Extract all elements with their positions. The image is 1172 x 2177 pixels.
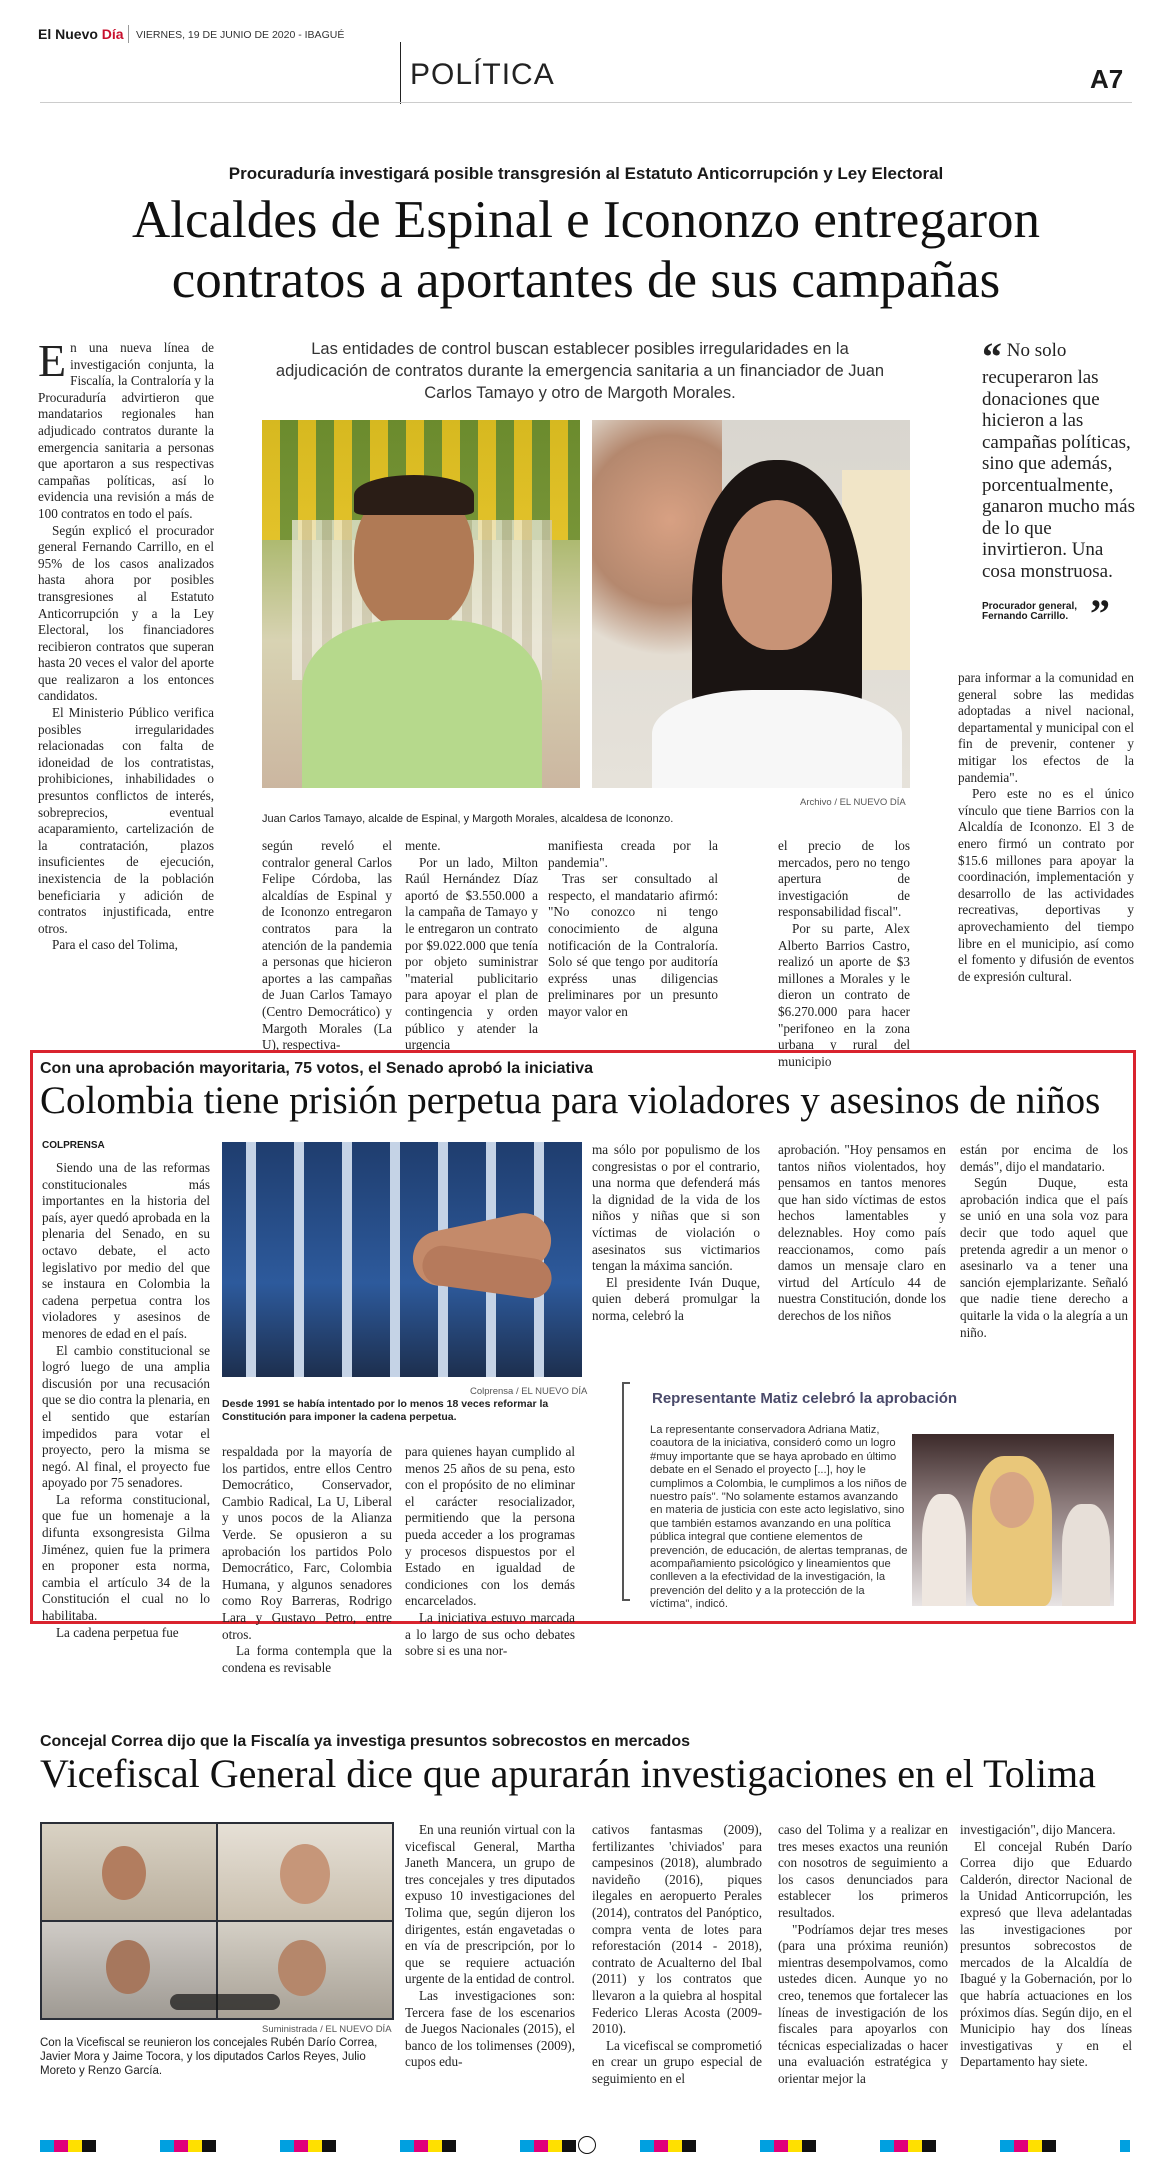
- header-rule: [40, 102, 1132, 103]
- story2-column-1: [42, 1160, 210, 1641]
- brand-text-a: El Nuevo: [38, 26, 98, 42]
- paragraph: el precio de los mercados, pero no tengo apertura de investigación de responsabilidad fiscal".: [778, 838, 910, 920]
- paragraph: Por su parte, Alex Alberto Barrios Castro, realizó un aporte de $3 millones a Morales y le dieron un contrato de $6.270.000 para hacer "perifoneo en la zona urbana y rural del municipio: [778, 920, 910, 1069]
- paragraph: Para el caso del Tolima,: [52, 937, 178, 953]
- paragraph: La vicefiscal se comprometió en crear un grupo especial de seguimiento en el: [592, 2037, 762, 2086]
- paragraph: para informar a la comunidad en general sobre las medidas adoptadas a nivel nacional, departamental y municipal con el fin de prevenir, contener y mitigar los efectos de la pandemia".: [958, 670, 1134, 785]
- story3-kicker: Concejal Correa dijo que la Fiscalía ya investiga presuntos sobrecostos en mercados: [40, 1733, 690, 1750]
- pull-quote: [982, 334, 1138, 582]
- paragraph: Tras ser consultado al respecto, el mandatario afirmó: "No conozco ni tengo conocimiento de alguna notificación de la Contraloría. Solo sé que tengo por auditoría expréss unas diligencias preliminares por un presunto mayor valor en: [548, 871, 718, 1019]
- story1-headline-line2: contratos a aportantes de sus campañas: [171, 251, 1001, 309]
- story1-column-3: [405, 838, 538, 1054]
- photo-tamayo: [262, 420, 580, 788]
- paragraph: Pero este no es el único vínculo que tiene Barrios con la Alcaldía de Icononzo. El 3 de enero firmó un contrato por $15.6 millones para apoyar la coordinación, implementación y desarrollo de las actividades recreativas, deportivas y aprovechamiento del tiempo libre en el municipio, así como el fomento y difusión de eventos de expresión cultural.: [958, 786, 1134, 984]
- paragraph: investigación", dijo Mancera.: [960, 1822, 1116, 1837]
- sidebar-bracket: [622, 1382, 630, 1601]
- header-divider: [128, 25, 129, 43]
- paragraph: Por un lado, Milton Raúl Hernández Díaz aportó de $3.550.000 a la campaña de Tamayo y le entregaron un contrato por $9.022.000 que tenía por objeto suministrar "material publicitario para apoyar el plan de contingencia y orden público y atender la urgencia: [405, 854, 538, 1053]
- paragraph: El concejal Rubén Darío Correa dijo que Eduardo Calderón, director Nacional de la Unidad Anticorrupción, les expresó que lleva adelantadas las investigaciones por presuntos sobrecostos de mercados de la Alcaldía de Ibagué y la Gobernación, por lo que habría actuaciones en los próximos días. Según dijo, en el Municipio hay dos líneas investigativas y en el Departamento hay siete.: [960, 1838, 1132, 2070]
- page-number: A7: [1090, 64, 1124, 94]
- quote-author: Procurador general, Fernando Carrillo.: [982, 601, 1078, 622]
- story3-photo-caption: Con la Vicefiscal se reunieron los concejales Rubén Darío Correa, Javier Mora y Jaime Tocora, y los diputados Carlos Reyes, Julio Moreto y Renzo García.: [40, 2037, 378, 2077]
- paragraph: están por encima de los demás", dijo el mandatario.: [960, 1142, 1128, 1174]
- story2-column-6: [960, 1142, 1128, 1341]
- story3-column-1: [405, 1822, 575, 2071]
- brand-text-b: Día: [101, 26, 124, 42]
- section-title: POLÍTICA: [410, 58, 555, 91]
- paragraph: La iniciativa estuvo marcada a lo largo de sus ocho debates sobre si es una nor-: [405, 1609, 575, 1659]
- story3-headline: Vicefiscal General dice que apurarán investigaciones en el Tolima: [40, 1751, 1096, 1796]
- photo-prison-bars: [222, 1142, 582, 1377]
- story3-column-3: [778, 1822, 948, 2088]
- paragraph: cativos fantasmas (2009), fertilizantes 'chiviados' para campesinos (2018), alumbrado navideño (2016), piques ilegales en aeropuerto Perales (2014), contratos del Panóptico, compra venta de lotes para reforestación (2014 - 2018), contrato de Acualterno del Ibal (2011) y los contratos que llevaron a la quiebra al hospital Federico Lleras Acosta (2009-2010).: [592, 1822, 762, 2037]
- story2-column-5: [778, 1142, 946, 1325]
- story3-column-4: [960, 1822, 1132, 2071]
- paragraph: La reforma constitucional, que fue un homenaje a la difunta exsongresista Gilma Jiménez, quien fue la primera en proponer esta norma, cambia el artículo 34 de la Constitución el cual no lo habilitaba.: [42, 1491, 210, 1624]
- story2-column-4: [592, 1142, 760, 1325]
- quote-close-icon: ”: [1090, 591, 1110, 636]
- story3-column-2: [592, 1822, 762, 2088]
- story1-photo-credit: Archivo / EL NUEVO DÍA: [800, 797, 906, 808]
- paragraph: El presidente Iván Duque, quien deberá promulgar la norma, celebró la: [592, 1274, 760, 1323]
- paragraph: mente.: [405, 838, 441, 853]
- story2-kicker: Con una aprobación mayoritaria, 75 votos, el Senado aprobó la iniciativa: [40, 1060, 594, 1077]
- paragraph: manifiesta creada por la pandemia".: [548, 838, 718, 870]
- photo-matiz: [912, 1434, 1114, 1606]
- paragraph: Las investigaciones son: Tercera fase de los escenarios de Juegos Nacionales (2015), el banco de los tolimenses (2009), cupos edu-: [405, 1987, 575, 2070]
- story1-column-5: [778, 838, 910, 1070]
- story1-kicker: Procuraduría investigará posible transgresión al Estatuto Anticorrupción y Ley Electoral: [228, 164, 944, 183]
- paragraph: caso del Tolima y a realizar en tres meses exactos una reunión con nosotros de seguimiento a los casos denunciados para establecer los primeros resultados.: [778, 1822, 948, 1920]
- story2-photo-caption: Desde 1991 se había intentado por lo menos 18 veces reformar la Constitución para imponer la cadena perpetua.: [222, 1398, 549, 1423]
- paragraph: Según explicó el procurador general Fernando Carrillo, en el 95% de los casos analizados hasta ahora por posibles transgresiones al Estatuto Anticorrupción y a la Ley Electoral, los financiadores recibieron contratos que superan hasta 20 veces el valor del aporte que realizaron a los entonces candidatos.: [38, 522, 214, 704]
- quote-open-icon: “: [982, 334, 1002, 379]
- story2-photo-credit: Colprensa / EL NUEVO DÍA: [470, 1386, 588, 1397]
- photo-morales: [592, 420, 910, 788]
- story2-byline: COLPRENSA: [42, 1140, 105, 1151]
- paragraph: Según Duque, esta aprobación indica que el país se unió en una sola voz para decir que todo aquel que pretenda agredir a un menor o asesinarlo va a tener una sanción ejemplarizante. Señaló que nadie tiene derecho a quitarle la vida o la alegría a un niño.: [960, 1175, 1128, 1340]
- paragraph: El cambio constitucional se logró luego de una amplia discusión por una recusación que se dio contra la plenaria, en el sentido que estarían impedidos para votar el proyecto, pero la misma se negó. Al final, el proyecto fue apoyado por 75 senadores.: [42, 1342, 210, 1491]
- masthead-brand: [38, 26, 124, 42]
- paragraph: n una nueva línea de investigación conjunta, la Fiscalía, la Contraloría y la Procuraduría advirtieron que mandatarios regionales han adjudicado contratos durante la emergencia sanitaria a personas que aportaron a sus respectivas campañas políticas, así lo evidencia una revisión a más de 100 contratos en todo el país.: [38, 340, 214, 521]
- section-divider: [400, 42, 401, 104]
- paragraph: El Ministerio Público verifica posibles irregularidades relacionadas con falta de idoneidad de los contratistas, prohibiciones, inhabilidades o presuntos conflictos de interés, sobreprecios, eventual acaparamiento, cartelización de la contratación, plazos insuficientes de ejecución, inexistencia de la población beneficiaria y adición de contratos injustificada, entre otros.: [38, 705, 214, 936]
- story3-photo-credit: Suministrada / EL NUEVO DÍA: [262, 2024, 392, 2035]
- story1-column-4: [548, 838, 718, 1021]
- paragraph: según reveló el contralor general Carlos Felipe Córdoba, las alcaldías de Espinal y de Icononzo entregaron contratos para la atención de la pandemia a personas que hicieron aportes a las campañas de Juan Carlos Tamayo (Centro Democrático) y Margoth Morales (La U), respectiva-: [262, 838, 392, 1053]
- story2-column-2: [222, 1444, 392, 1676]
- story1-headline: [0, 190, 1172, 310]
- story2-headline: Colombia tiene prisión perpetua para violadores y asesinos de niños: [40, 1079, 1101, 1122]
- story1-photo-caption: Juan Carlos Tamayo, alcalde de Espinal, y Margoth Morales, alcaldesa de Icononzo.: [262, 813, 674, 825]
- story1-column-2: [262, 838, 392, 1054]
- paragraph: La forma contempla que la condena es revisable: [222, 1643, 392, 1675]
- paragraph: respaldada por la mayoría de los partidos, entre ellos Centro Democrático, Conservador, Cambio Radical, La U, Liberal y unos pocos de la Alianza Verde. Se opusieron a su aprobación los partidos Polo Democrático, Farc, Colombia Humana, y algunos senadores como Roy Barreras, Rodrigo Lara y Gustavo Petro, entre otros.: [222, 1444, 392, 1642]
- story2-column-3: [405, 1444, 575, 1660]
- paragraph: aprobación. "Hoy pensamos en tantos niños violentados, hoy pensamos en tantos menores que han sido víctimas de estos hechos lamentables y deleznables. Hoy como país reaccionamos, como país damos un mensaje claro en virtud del Artículo 44 de nuestra Constitución, donde los derechos de los niños: [778, 1142, 946, 1323]
- story1-deck: Las entidades de control buscan establecer posibles irregularidades en la adjudicación de contratos durante la emergencia sanitaria a un financiador de Juan Carlos Tamayo y otro de Margoth Morales.: [275, 340, 885, 402]
- paragraph: En una reunión virtual con la vicefiscal General, Martha Janeth Mancera, un grupo de tres concejales y tres diputados expuso 10 investigaciones del Tolima que, según dijeron los dirigentes, están engavetadas o en vía de prescripción, por lo que se requiere actuación urgente de la entidad de control.: [405, 1822, 575, 1987]
- registration-mark-icon: [578, 2136, 596, 2154]
- paragraph: Siendo una de las reformas constitucionales más importantes en la historia del país, ayer quedó aprobada en la plenaria del Senado, en su octavo debate, el acto legislativo por medio del que se instaura en Colombia la cadena perpetua contra los violadores y asesinos de menores de edad en el país.: [42, 1160, 210, 1341]
- paragraph: La cadena perpetua fue: [56, 1624, 179, 1640]
- dateline: VIERNES, 19 DE JUNIO DE 2020 - IBAGUÉ: [136, 29, 345, 41]
- sidebar-text: La representante conservadora Adriana Matiz, coautora de la iniciativa, consideró como un logro #muy importante que se haya aprobado en último debate en el Senado el proyecto [...], hoy le cumplimos a Colombia, le cumplimos a los niños de nuestro país". "No solamente estamos avanzando en materia de justicia con este acto legislativo, sino que también estamos avanzando en una política pública integral que contiene elementos de prevención, de educación, de alertas tempranas, de acompañamiento psicológico y lineamientos que conlleven a la efectividad de la investigación, la prevención del delito y a la protección de la víctima", indicó.: [650, 1424, 908, 1611]
- paragraph: "Podríamos dejar tres meses (para una próxima reunión) mientras desempolvamos, como ustedes dicen. Aunque yo no creo, tenemos que fortalecer las líneas de investigación de los fiscales para apoyarlos con técnicas especializadas o hacer una evaluación estratégica y orientar mejor la: [778, 1921, 948, 2086]
- paragraph: ma sólo por populismo de los congresistas o por el contrario, una norma que defenderá más la dignidad de la vida de los niños y niñas que si son víctimas de violación o asesinatos sus victimarios tengan la máxima sanción.: [592, 1142, 760, 1274]
- story1-column-1: [38, 335, 214, 954]
- story1-headline-line1: Alcaldes de Espinal e Icononzo entregaron: [132, 191, 1040, 249]
- photo-video-call: [40, 1822, 394, 2020]
- dropcap: E: [38, 335, 67, 386]
- paragraph: para quienes hayan cumplido al menos 25 años de su pena, esto con el propósito de no eliminar el carácter resocializador, permitiendo que la persona pueda acceder a los programas y procesos dispuestos por el Estado en igualdad de condiciones con los demás encarcelados.: [405, 1444, 575, 1609]
- quote-text: No solo recuperaron las donaciones que hicieron a las campañas políticas, sino que además, porcentualmente, ganaron mucho más de lo que invirtieron. Una cosa monstruosa.: [982, 340, 1136, 582]
- story1-column-6: [958, 670, 1134, 985]
- sidebar-title: Representante Matiz celebró la aprobación: [652, 1390, 958, 1407]
